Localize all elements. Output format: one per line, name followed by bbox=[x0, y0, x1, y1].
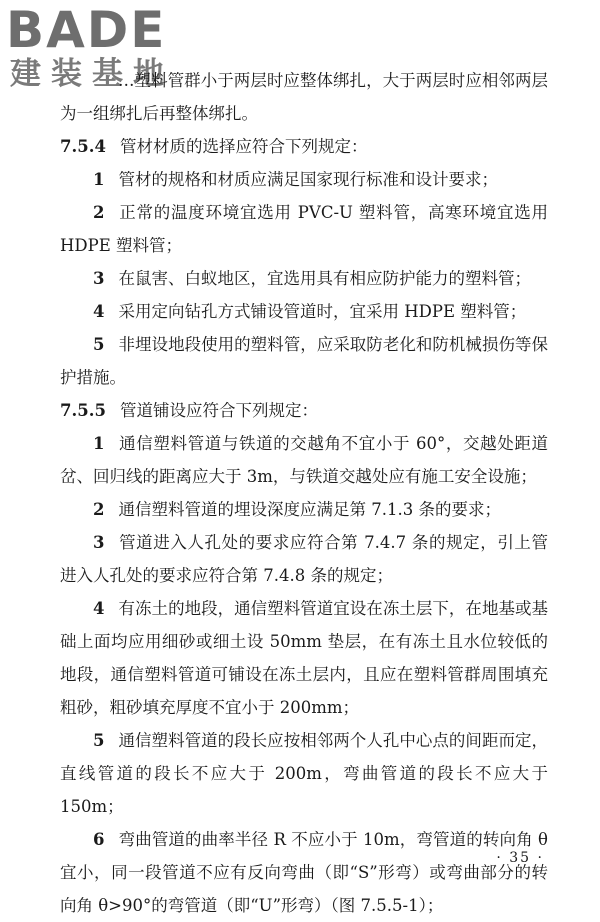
clause-item: 4 采用定向钻孔方式铺设管道时，宜采用 HDPE 塑料管； bbox=[93, 302, 527, 321]
clause-item: 2 正常的温度环境宜选用 PVC-U 塑料管，高寒环境宜选用 HDPE 塑料管； bbox=[60, 203, 548, 255]
continued-paragraph: …塑料管群小于两层时应整体绑扎，大于两层时应相邻两层为一组绑扎后再整体绑扎。 bbox=[60, 71, 548, 123]
clause-item: 5 通信塑料管道的段长应按相邻两个人孔中心点的间距而定，直线管道的段长不应大于 200m，弯曲管道的段长不应大于 150m； bbox=[60, 731, 548, 816]
page-number: · 35 · bbox=[496, 850, 544, 866]
clause-item: 3 在鼠害、白蚁地区，宜选用具有相应防护能力的塑料管； bbox=[93, 269, 531, 288]
clause-item: 2 通信塑料管道的埋设深度应满足第 7.1.3 条的要求； bbox=[93, 500, 501, 519]
section-7-5-4-heading bbox=[60, 130, 548, 163]
section-number: 7.5.4 bbox=[60, 137, 106, 156]
document-body bbox=[60, 64, 548, 922]
logo-chinese: 建装基地 bbox=[10, 56, 174, 92]
section-number: 7.5.5 bbox=[60, 401, 106, 420]
section-7-5-5-heading bbox=[60, 394, 548, 427]
clause-item: 1 通信塑料管道与铁道的交越角不宜小于 60°，交越处距道岔、回归线的距离应大于 3m，与铁道交越处应有施工安全设施； bbox=[60, 434, 548, 486]
logo-wordmark: BADE bbox=[6, 1, 167, 59]
clause-item: 4 有冻土的地段，通信塑料管道宜设在冻土层下，在地基或基础上面均应用细砂或细土设 50mm 垫层，在有冻土且水位较低的地段，通信塑料管道可铺设在冻土层内，且应在塑料管群周围填充粗砂，粗砂填充厚度不宜小于 200mm； bbox=[60, 599, 548, 717]
section-title: 管道铺设应符合下列规定： bbox=[119, 401, 318, 420]
clause-item: 1 管材的规格和材质应满足国家现行标准和设计要求； bbox=[93, 170, 498, 189]
section-title: 管材材质的选择应符合下列规定： bbox=[119, 137, 368, 156]
clause-item: 3 管道进入人孔处的要求应符合第 7.4.7 条的规定，引上管进入人孔处的要求应符合第 7.4.8 条的规定； bbox=[60, 533, 548, 585]
clause-item: 6 弯曲管道的曲率半径 R 不应小于 10m，弯管道的转向角 θ 宜小，同一段管道不应有反向弯曲（即“S”形弯）或弯曲部分的转向角 θ>90°的弯管道（即“U”形弯）（图 7.5.5-1）； bbox=[60, 830, 548, 915]
clause-item: 5 非埋设地段使用的塑料管，应采取防老化和防机械损伤等保护措施。 bbox=[60, 335, 548, 387]
